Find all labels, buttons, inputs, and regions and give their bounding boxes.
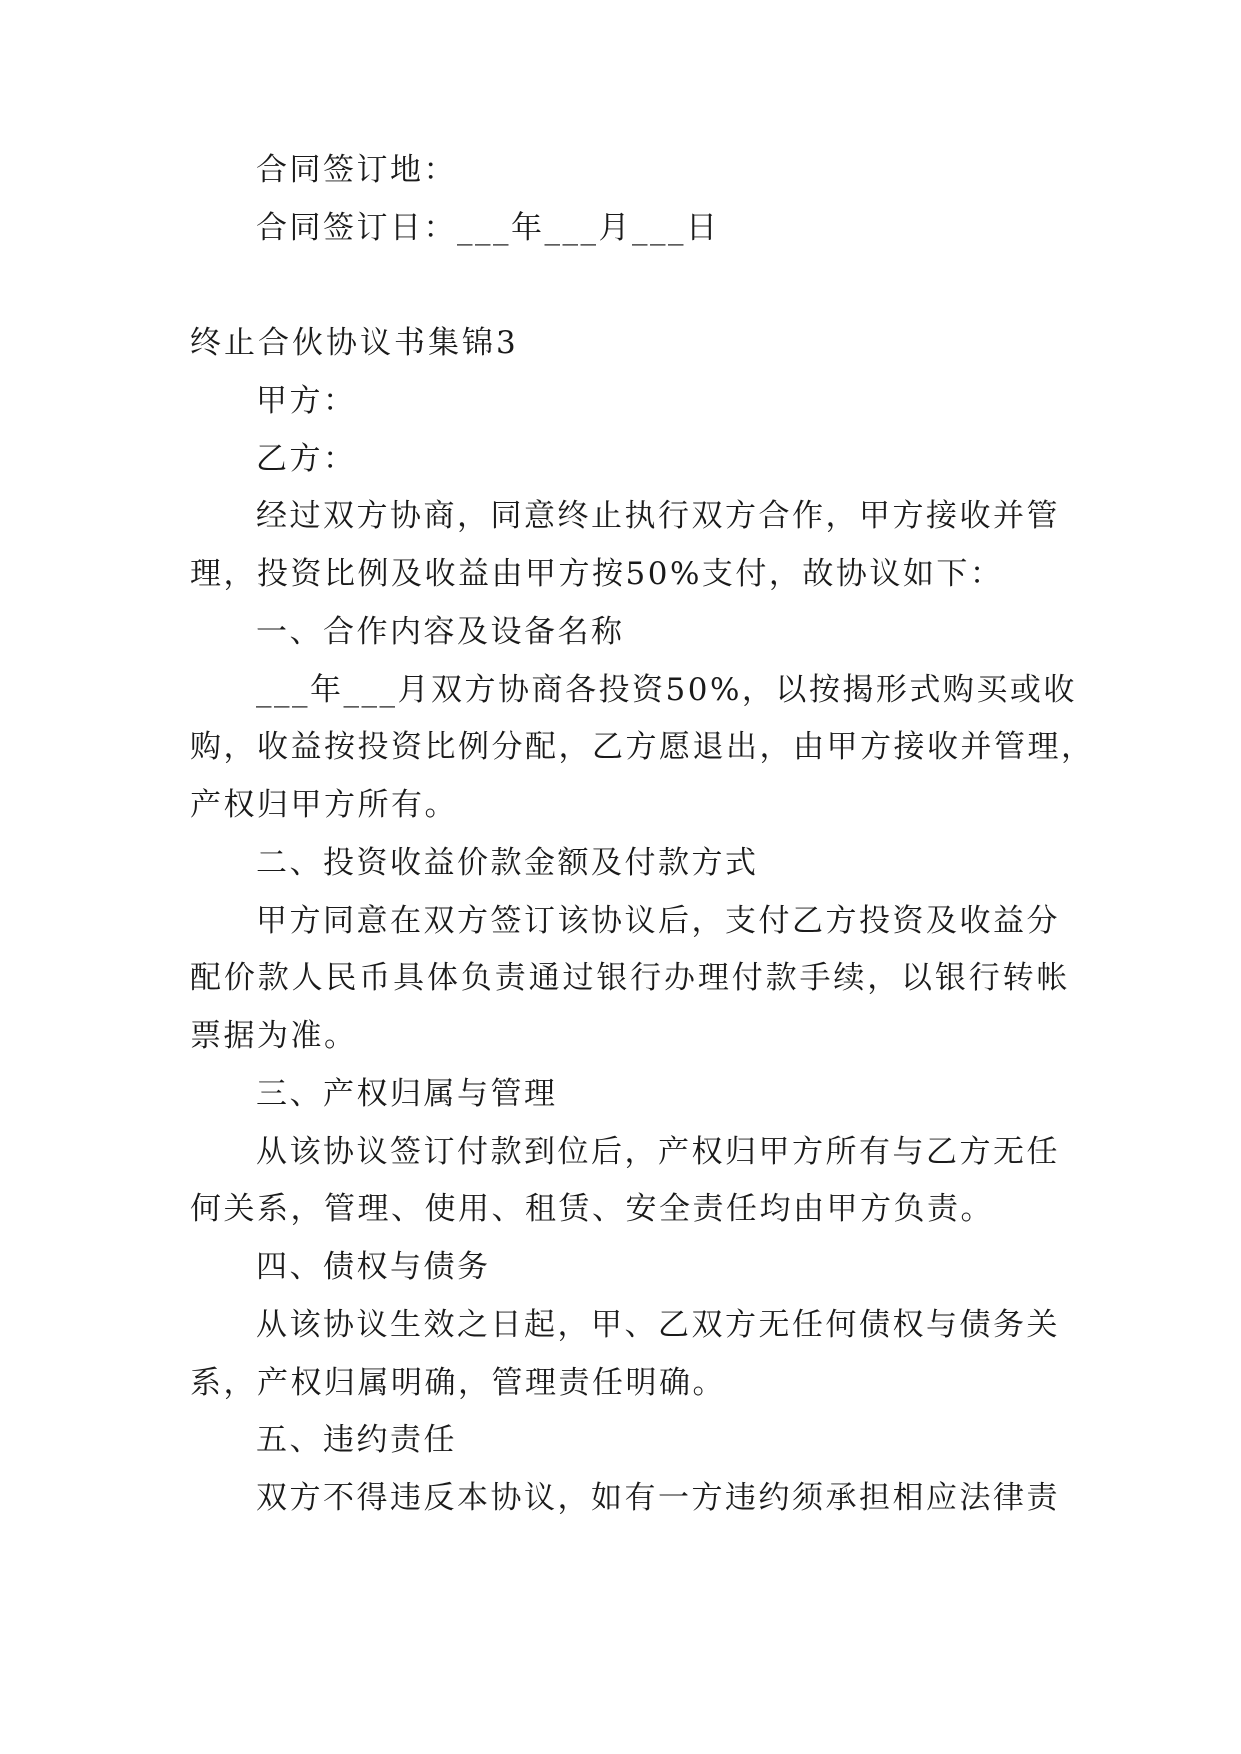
section-title: 终止合伙协议书集锦3 <box>190 325 519 361</box>
paragraph-line: 从该协议签订付款到位后，产权归甲方所有与乙方无任 <box>256 1134 1060 1170</box>
paragraph-line: 购，收益按投资比例分配，乙方愿退出，由甲方接收并管理， <box>190 729 1095 765</box>
clause-heading: 一、合作内容及设备名称 <box>256 614 625 650</box>
paragraph-line: 从该协议生效之日起，甲、乙双方无任何债权与债务关 <box>256 1307 1060 1343</box>
paragraph-line: 理，投资比例及收益由甲方按50%支付，故协议如下： <box>190 556 1004 592</box>
paragraph-line: 何关系，管理、使用、租赁、安全责任均由甲方负责。 <box>190 1191 994 1227</box>
paragraph-line: 产权归甲方所有。 <box>190 787 458 823</box>
party-b-label: 乙方： <box>256 441 357 477</box>
contract-signing-date: 合同签订日：___年___月___日 <box>256 210 720 246</box>
paragraph-line: 票据为准。 <box>190 1018 358 1054</box>
contract-signing-place: 合同签订地： <box>256 152 457 188</box>
paragraph-line: 系，产权归属明确，管理责任明确。 <box>190 1365 726 1401</box>
paragraph-line: 经过双方协商，同意终止执行双方合作，甲方接收并管 <box>256 498 1060 534</box>
party-a-label: 甲方： <box>256 383 357 419</box>
clause-heading: 三、产权归属与管理 <box>256 1076 558 1112</box>
paragraph-line: ___年___月双方协商各投资50%，以按揭形式购买或收 <box>256 672 1077 708</box>
clause-heading: 四、债权与债务 <box>256 1249 491 1285</box>
paragraph-line: 甲方同意在双方签订该协议后，支付乙方投资及收益分 <box>256 903 1060 939</box>
clause-heading: 五、违约责任 <box>256 1422 457 1458</box>
paragraph-line: 双方不得违反本协议，如有一方违约须承担相应法律责 <box>256 1480 1060 1516</box>
paragraph-line: 配价款人民币具体负责通过银行办理付款手续，以银行转帐 <box>190 960 1070 996</box>
clause-heading: 二、投资收益价款金额及付款方式 <box>256 845 759 881</box>
